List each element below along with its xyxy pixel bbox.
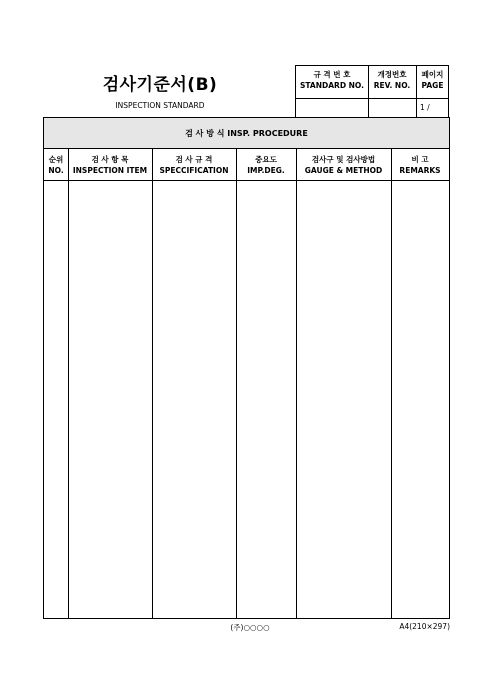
col-header-inspection-item [68, 149, 152, 181]
document-title: 검사기준서(B) [102, 75, 218, 95]
procedure-band: 검 사 방 식 INSP. PROCEDURE [44, 118, 449, 149]
document-subtitle: INSPECTION STANDARD [115, 101, 205, 110]
page-label-en: PAGE [421, 81, 444, 90]
col-imp-en: IMP.DEG. [247, 166, 285, 175]
company-name: (주)○○○○ [230, 623, 270, 632]
column-line-2 [152, 148, 153, 618]
col-remarks-en: REMARKS [399, 166, 441, 175]
col-imp-ko: 중요도 [255, 155, 277, 164]
standard-no-label-en: STANDARD NO. [300, 81, 364, 90]
header-vline-2 [416, 66, 417, 118]
rev-no-label-en: REV. NO. [373, 81, 411, 90]
col-gauge-ko: 검사구 및 검사방법 [311, 155, 376, 164]
col-no-en: NO. [48, 166, 64, 175]
column-line-1 [68, 148, 69, 618]
header-info-table [295, 65, 449, 119]
inspection-table [43, 117, 450, 619]
rev-no-header [368, 69, 416, 91]
col-header-gauge-method [296, 149, 391, 181]
standard-no-label-ko: 규 격 번 호 [313, 70, 351, 79]
page-value[interactable]: 1 / [420, 103, 430, 112]
column-line-4 [296, 148, 297, 618]
col-header-no [44, 149, 68, 181]
column-line-5 [391, 148, 392, 618]
header-vline-1 [368, 66, 369, 118]
col-no-ko: 순위 [48, 155, 64, 164]
paper-size: A4(210×297) [399, 622, 450, 631]
page-header [416, 69, 449, 91]
standard-no-header [296, 69, 368, 91]
col-item-en: INSPECTION ITEM [72, 166, 148, 175]
col-spec-ko: 검 사 규 격 [175, 155, 213, 164]
col-header-remarks [391, 149, 449, 181]
column-header-divider [44, 180, 449, 181]
col-item-ko: 검 사 항 목 [91, 155, 129, 164]
column-line-3 [236, 148, 237, 618]
col-header-importance [236, 149, 296, 181]
col-header-specification [152, 149, 236, 181]
col-gauge-en: GAUGE & METHOD [304, 166, 383, 175]
rev-no-label-ko: 개정번호 [377, 70, 407, 79]
col-remarks-ko: 비 고 [411, 155, 429, 164]
page-label-ko: 페이지 [421, 70, 444, 79]
col-spec-en: SPECCIFICATION [159, 166, 229, 175]
